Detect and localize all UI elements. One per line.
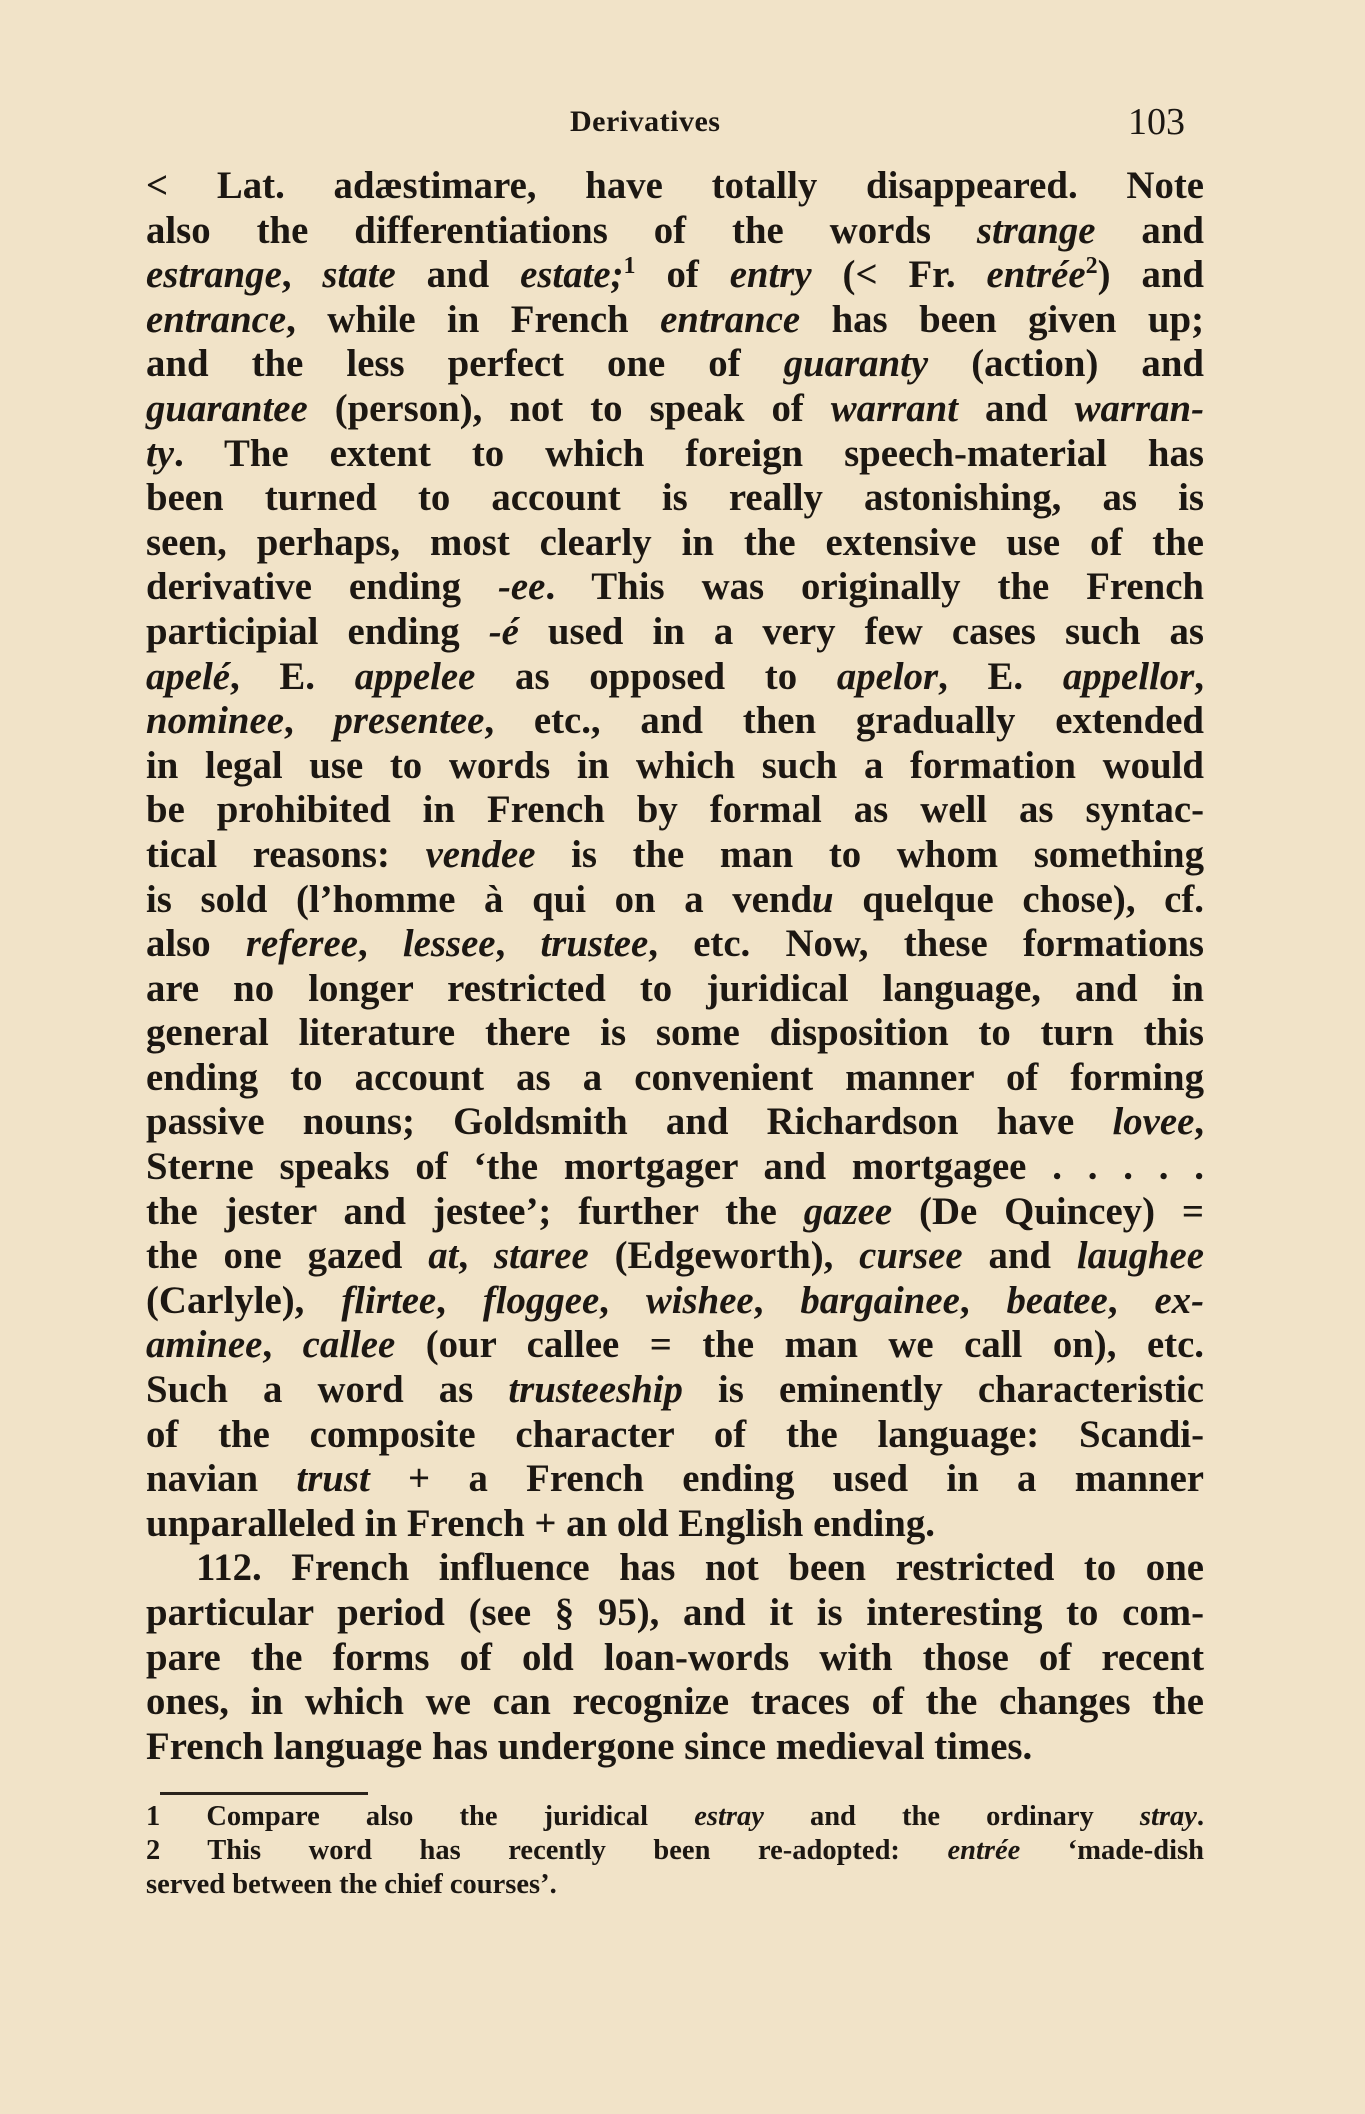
- text-run: is sold (l’homme à qui on a vend: [146, 877, 813, 921]
- italic-term: entrance: [660, 297, 801, 341]
- footnote-line: [146, 1868, 1204, 1902]
- text-run: , etc., and then gradually extended: [484, 699, 1204, 743]
- text-line: [146, 565, 1204, 610]
- text-run: has been given up;: [800, 297, 1204, 341]
- italic-term: at: [428, 1234, 459, 1278]
- italic-term: nominee: [146, 699, 284, 743]
- italic-term: stray: [1139, 1801, 1197, 1832]
- text-run: ) and: [1097, 253, 1204, 297]
- text-run: . The extent to which foreign speech-material has: [174, 431, 1204, 475]
- text-line: [146, 209, 1204, 254]
- italic-term: wishee: [645, 1278, 754, 1322]
- italic-term: staree: [493, 1234, 589, 1278]
- italic-term: estray: [694, 1801, 764, 1832]
- text-run: Such a word as: [146, 1368, 509, 1412]
- italic-term: entry: [729, 253, 812, 297]
- italic-term: presentee: [333, 699, 485, 743]
- italic-term: guarantee: [146, 386, 308, 430]
- text-line: [146, 833, 1204, 878]
- text-run: ,: [436, 1278, 483, 1322]
- text-run: and the ordinary: [763, 1801, 1140, 1832]
- text-line: [146, 1011, 1204, 1056]
- text-run: (< Fr.: [811, 253, 987, 297]
- body-text: [146, 164, 1204, 1769]
- text-line: [146, 1725, 1204, 1770]
- italic-term: u: [812, 877, 834, 921]
- text-run: , E.: [230, 654, 355, 698]
- text-run: particular period (see § 95), and it is interesting to com-: [146, 1591, 1204, 1634]
- text-line: [146, 1591, 1204, 1636]
- text-run: seen, perhaps, most clearly in the extensive use of the: [146, 520, 1204, 564]
- text-run: ,: [281, 253, 323, 297]
- italic-term: apelé: [146, 654, 231, 698]
- text-run: and: [958, 386, 1075, 430]
- text-run: used in a very few cases such as: [518, 609, 1204, 653]
- text-line: [146, 1190, 1204, 1235]
- footnote-number: 2: [146, 1835, 161, 1866]
- footnote-reference: 2: [1085, 253, 1098, 280]
- text-run: 112. French influence has not been restricted to one: [196, 1546, 1204, 1590]
- text-run: been turned to account is really astonishing, as is: [146, 476, 1204, 520]
- text-run: (person), not to speak of: [307, 386, 831, 430]
- text-run: ones, in which we can recognize traces of the changes the: [146, 1680, 1204, 1724]
- text-run: ,: [599, 1278, 646, 1322]
- text-run: (Edgeworth),: [588, 1234, 860, 1278]
- text-run: is eminently characteristic: [682, 1368, 1205, 1412]
- text-run: participial ending: [146, 609, 489, 653]
- italic-term: bargainee: [800, 1278, 960, 1322]
- text-run: . This was originally the French: [545, 565, 1205, 609]
- italic-term: vendee: [425, 832, 536, 876]
- text-line: [146, 1145, 1204, 1190]
- italic-term: beatee: [1006, 1278, 1108, 1322]
- italic-term: aminee: [146, 1323, 263, 1367]
- text-run: are no longer restricted to juridical language, and in: [146, 966, 1204, 1010]
- text-run: of the composite character of the language: Scandi-: [146, 1412, 1204, 1456]
- text-line: [146, 744, 1204, 789]
- italic-term: floggee: [482, 1278, 600, 1322]
- text-line: [146, 878, 1204, 923]
- page-number: 103: [1128, 101, 1185, 143]
- text-run: This word has recently been re-adopted:: [160, 1835, 948, 1866]
- text-run: navian: [146, 1457, 297, 1501]
- text-line: [146, 1323, 1204, 1368]
- italic-term: cursee: [859, 1234, 963, 1278]
- text-run: (De Quincey) =: [892, 1189, 1205, 1233]
- text-line: [146, 253, 1204, 298]
- text-run: and: [1095, 208, 1204, 252]
- text-run: .: [1196, 1801, 1204, 1832]
- text-line: [146, 788, 1204, 833]
- text-run: , while in French: [286, 297, 661, 341]
- italic-term: estrange: [146, 253, 282, 297]
- text-run: (our callee = the man we call on), etc.: [395, 1323, 1204, 1367]
- text-run: ,: [1194, 654, 1204, 698]
- text-run: ,: [283, 699, 334, 743]
- italic-term: trusteeship: [508, 1368, 683, 1412]
- italic-term: state: [322, 253, 396, 297]
- text-line: [146, 655, 1204, 700]
- text-line: [146, 699, 1204, 744]
- text-run: also the differentiations of the words: [146, 208, 977, 252]
- text-run: ,: [1194, 1100, 1204, 1144]
- text-run: is the man to whom something: [535, 832, 1204, 876]
- text-line: [146, 967, 1204, 1012]
- text-run: also: [146, 922, 246, 966]
- text-line: [146, 1457, 1204, 1502]
- text-run: and: [395, 253, 521, 297]
- italic-term: ex-: [1154, 1278, 1204, 1322]
- italic-term: entrée: [986, 253, 1086, 297]
- text-line: [146, 1680, 1204, 1725]
- text-run: French language has undergone since medieval times.: [146, 1724, 1033, 1768]
- text-run: general literature there is some disposition to turn this: [146, 1011, 1204, 1055]
- text-run: (Carlyle),: [146, 1278, 342, 1322]
- italic-term: appellor: [1062, 654, 1195, 698]
- text-run: ,: [1107, 1278, 1155, 1322]
- text-line: [146, 342, 1204, 387]
- text-run: ,: [959, 1278, 1007, 1322]
- italic-term: referee: [245, 922, 358, 966]
- text-line: [146, 432, 1204, 477]
- text-run: , E.: [938, 654, 1063, 698]
- text-line: [146, 298, 1204, 343]
- running-title: Derivatives: [570, 105, 721, 138]
- text-run: ,: [753, 1278, 801, 1322]
- text-run: quelque chose), cf.: [833, 877, 1204, 921]
- text-line: [146, 610, 1204, 655]
- text-line: [146, 1279, 1204, 1324]
- text-line: [146, 164, 1204, 209]
- text-run: (action) and: [928, 342, 1204, 386]
- text-run: ending to account as a convenient manner of forming: [146, 1055, 1204, 1099]
- text-run: Sterne speaks of ‘the mortgager and mortgagee . . . . .: [146, 1145, 1204, 1189]
- italic-term: -ee: [497, 565, 546, 609]
- italic-term: gazee: [803, 1189, 893, 1233]
- italic-term: trustee: [540, 922, 649, 966]
- text-run: + a French ending used in a manner: [369, 1457, 1205, 1501]
- italic-term: callee: [302, 1323, 396, 1367]
- footnote-line: [146, 1834, 1204, 1868]
- text-run: Compare also the juridical: [160, 1801, 695, 1832]
- text-run: ,: [458, 1234, 494, 1278]
- italic-term: entrance: [146, 297, 287, 341]
- italic-term: warran-: [1074, 386, 1204, 430]
- text-run: as opposed to: [475, 654, 837, 698]
- text-line: [146, 476, 1204, 521]
- text-run: the jester and jestee’; further the: [146, 1189, 804, 1233]
- italic-term: guaranty: [783, 342, 929, 386]
- italic-term: laughee: [1076, 1234, 1204, 1278]
- text-line: [146, 1413, 1204, 1458]
- text-run: pare the forms of old loan-words with those of recent: [146, 1635, 1204, 1679]
- text-run: the one gazed: [146, 1234, 429, 1278]
- text-line: [146, 1234, 1204, 1279]
- italic-term: entrée: [947, 1835, 1021, 1866]
- text-run: served between the chief courses’.: [146, 1869, 557, 1900]
- text-line: [146, 1100, 1204, 1145]
- italic-term: lessee: [402, 922, 496, 966]
- text-run: derivative ending: [146, 565, 498, 609]
- text-run: and the less perfect one of: [146, 342, 784, 386]
- italic-term: strange: [976, 208, 1096, 252]
- text-line: [146, 1368, 1204, 1413]
- italic-term: apelor: [836, 654, 939, 698]
- italic-term: flirtee: [341, 1278, 437, 1322]
- text-run: ,: [495, 922, 541, 966]
- italic-term: estate;: [520, 253, 624, 297]
- italic-term: lovee: [1112, 1100, 1195, 1144]
- text-line: [146, 922, 1204, 967]
- footnote-line: [146, 1800, 1204, 1834]
- text-run: , etc. Now, these formations: [648, 922, 1205, 966]
- italic-term: trust: [296, 1457, 370, 1501]
- footnote-number: 1: [146, 1801, 161, 1832]
- text-run: unparalleled in French + an old English ending.: [146, 1501, 935, 1545]
- italic-term: ty: [146, 431, 174, 475]
- italic-term: warrant: [830, 386, 959, 430]
- text-run: < Lat. adæstimare, have totally disappeared. Note: [146, 164, 1204, 207]
- italic-term: appelee: [354, 654, 476, 698]
- footnote-rule: [160, 1792, 368, 1795]
- italic-term: -é: [488, 609, 519, 653]
- text-run: and: [962, 1234, 1077, 1278]
- text-run: of: [635, 253, 730, 297]
- text-line: [146, 387, 1204, 432]
- text-run: passive nouns; Goldsmith and Richardson have: [146, 1100, 1113, 1144]
- footnote-reference: 1: [623, 253, 636, 280]
- text-line: [146, 1636, 1204, 1681]
- text-run: ‘made-dish: [1020, 1835, 1204, 1866]
- text-line: [146, 1056, 1204, 1101]
- text-run: ,: [357, 922, 403, 966]
- text-line: [146, 521, 1204, 566]
- footnotes: [146, 1800, 1204, 1902]
- text-line: [146, 1502, 1204, 1547]
- text-run: tical reasons:: [146, 832, 426, 876]
- text-line: [146, 1546, 1204, 1591]
- text-run: be prohibited in French by formal as well as syntac-: [146, 788, 1204, 832]
- text-run: ,: [262, 1323, 303, 1367]
- text-run: in legal use to words in which such a formation would: [146, 743, 1204, 787]
